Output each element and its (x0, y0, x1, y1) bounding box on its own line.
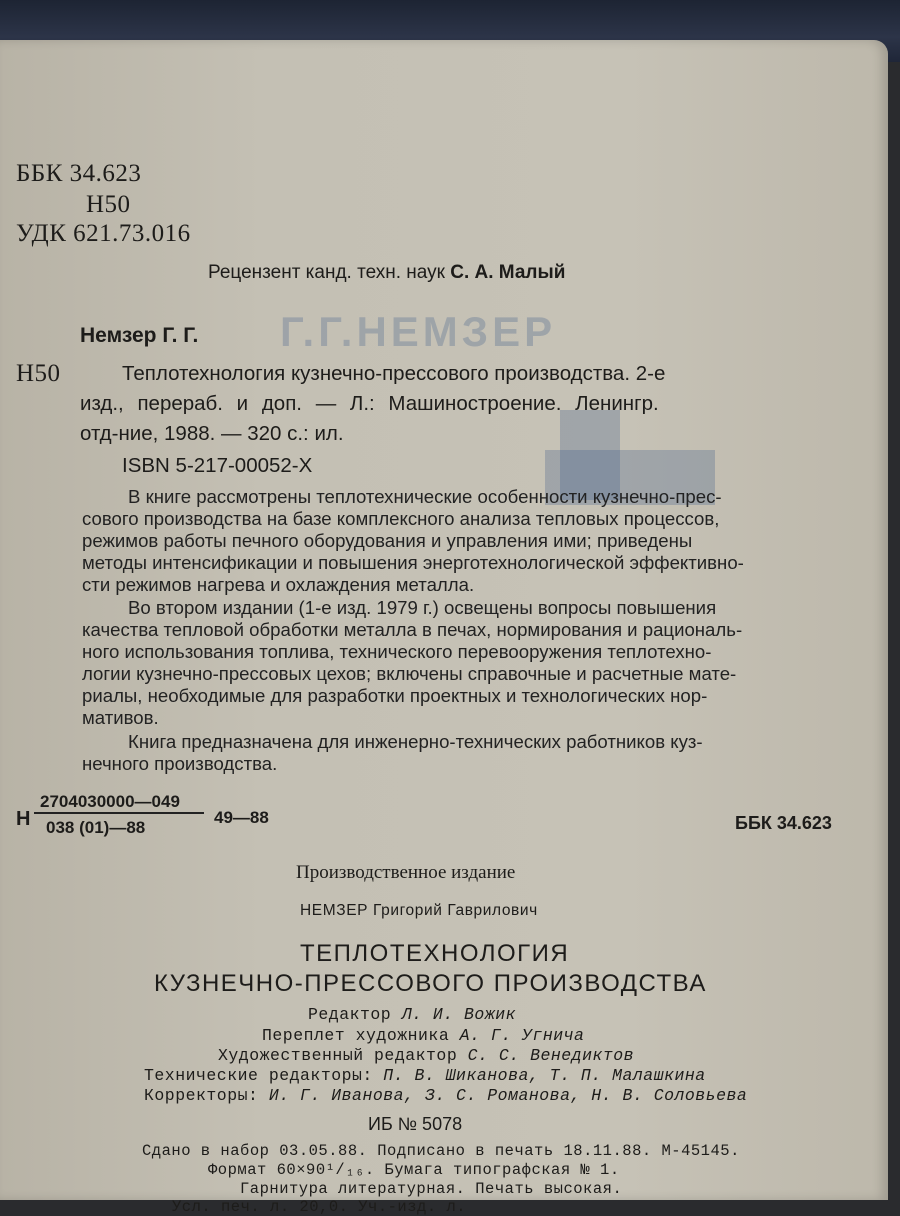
print-details-line1: Сдано в набор 03.05.88. Подписано в печать 18.11.88. М-45145. (142, 1142, 740, 1160)
isbn: ISBN 5-217-00052-X (122, 454, 313, 477)
bbk-code: ББК 34.623 (16, 160, 142, 187)
credit-name: А. Г. Угнича (459, 1026, 585, 1045)
index-suffix: 49—88 (214, 808, 269, 827)
abstract-line: мативов. (82, 707, 159, 728)
index-letter: Н (16, 808, 31, 830)
credit-art-editor (218, 1046, 634, 1065)
fraction-bar (34, 812, 204, 814)
ib-number: ИБ № 5078 (368, 1114, 463, 1134)
book-title-line2: КУЗНЕЧНО-ПРЕССОВОГО ПРОИЗВОДСТВА (154, 970, 707, 997)
abstract-line: Во втором издании (1-е изд. 1979 г.) освещены вопросы повышения (128, 597, 717, 618)
entry-title-line2: изд., перераб. и доп. — Л.: Машиностроение. Ленингр. (80, 392, 659, 415)
abstract-line: нечного производства. (82, 753, 278, 774)
book-title-line1: ТЕПЛОТЕХНОЛОГИЯ (300, 940, 570, 967)
entry-code: Н50 (16, 360, 61, 387)
credit-role: Корректоры: (144, 1086, 259, 1105)
abstract-line: сти режимов нагрева и охлаждения металла. (82, 574, 475, 595)
credit-name: Л. И. Вожик (401, 1005, 517, 1024)
entry-author: Немзер Г. Г. (80, 324, 199, 347)
entry-title-line3: отд-ние, 1988. — 320 с.: ил. (80, 422, 344, 445)
print-details-line2: Формат 60×90¹/₁₆. Бумага типографская № 1. (208, 1161, 620, 1179)
abstract-line: логии кузнечно-прессовых цехов; включены справочные и расчетные мате- (82, 663, 737, 684)
edition-type: Производственное издание (296, 862, 516, 883)
abstract-line: режимов работы печного оборудования и управления ими; приведены (82, 530, 693, 551)
reviewer-line (208, 262, 565, 284)
abstract-line: качества тепловой обработки металла в печах, нормирования и рациональ- (82, 619, 743, 640)
credit-tech-editors (144, 1066, 706, 1085)
credit-binding-artist (262, 1026, 584, 1045)
index-bbk: ББК 34.623 (735, 813, 832, 833)
credit-name: И. Г. Иванова, З. С. Романова, Н. В. Соловьева (268, 1086, 748, 1105)
reviewer-name: С. А. Малый (450, 262, 566, 283)
author-mark: Н50 (86, 191, 131, 218)
entry-title-line1: Теплотехнология кузнечно-прессового производства. 2-е (122, 362, 666, 385)
print-details-line3: Гарнитура литературная. Печать высокая. (240, 1180, 623, 1198)
abstract-line: методы интенсификации и повышения энерготехнологической эффективно- (82, 552, 744, 573)
credit-proofreaders (144, 1086, 747, 1105)
index-numerator: 2704030000—049 (40, 792, 180, 811)
udk-code: УДК 621.73.016 (16, 220, 191, 247)
credit-role: Редактор (308, 1005, 392, 1024)
bleed-through-stamp: Г.Г.НЕМЗЕР (280, 308, 557, 355)
index-denominator: 038 (01)—88 (46, 818, 146, 837)
print-details-line4: Усл. печ. л. 20,0. Уч.-изд. л. (172, 1198, 467, 1216)
abstract-line: сового производства на базе комплексного анализа тепловых процессов, (82, 508, 720, 529)
author-full-name: НЕМЗЕР Григорий Гаврилович (300, 902, 538, 919)
abstract-line: ного использования топлива, технического перевооружения теплотехно- (82, 641, 712, 662)
credit-name: С. С. Венедиктов (467, 1046, 635, 1065)
credit-editor (308, 1005, 516, 1024)
book-page (0, 40, 888, 1216)
reviewer-prefix: Рецензент канд. техн. наук (208, 262, 445, 283)
credit-name: П. В. Шиканова, Т. П. Малашкина (383, 1066, 706, 1085)
abstract-line: В книге рассмотрены теплотехнические особенности кузнечно-прес- (128, 486, 722, 507)
credit-role: Переплет художника (262, 1026, 450, 1045)
abstract-line: Книга предназначена для инженерно-технических работников куз- (128, 731, 703, 752)
credit-role: Художественный редактор (218, 1046, 458, 1065)
abstract-line: риалы, необходимые для разработки проектных и технологических нор- (82, 685, 708, 706)
credit-role: Технические редакторы: (144, 1066, 373, 1085)
